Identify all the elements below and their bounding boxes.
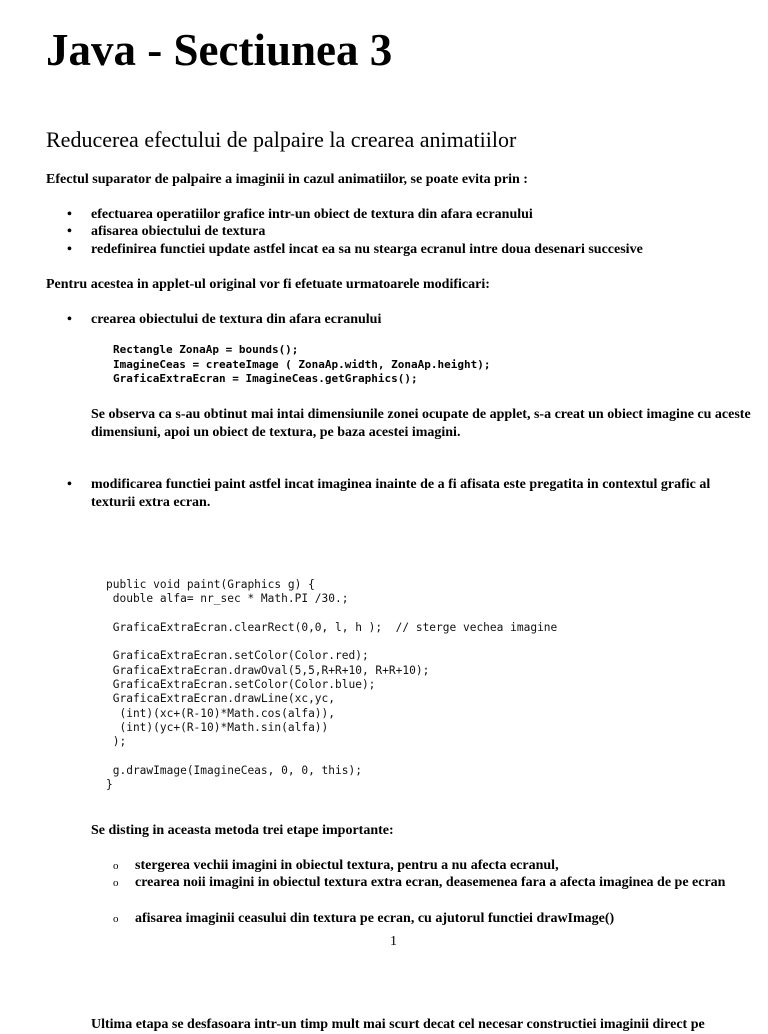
- bullet-icon: •: [67, 207, 72, 222]
- bullet-icon: •: [67, 224, 72, 239]
- code-block-create-texture: Rectangle ZonaAp = bounds(); ImagineCeas = createImage ( ZonaAp.width, ZonaAp.height); GraficaExtraEcran = ImagineCeas.getGraphics();: [113, 343, 491, 385]
- code-block-paint-method: public void paint(Graphics g) { double alfa= nr_sec * Math.PI /30.; GraficaExtraEcran.clearRect(0,0, l, h ); // sterge vechea imagine GraficaExtraEcran.setColor(Color.red); GraficaExtraEcran.drawOval(5,5,R+R+10, R+R+10); GraficaExtraEcran.setColor(Color.blue); GraficaExtraEcran.drawLine(xc,yc, (int)(xc+(R-10)*Math.cos(alfa)), (int)(yc+(R-10)*Math.sin(alfa)) ); g.drawImage(ImagineCeas, 0, 0, this); }: [106, 578, 558, 792]
- bullet-icon: •: [67, 477, 72, 492]
- intro-paragraph: Efectul suparator de palpaire a imaginii in cazul animatiilor, se poate evita prin :: [46, 172, 528, 187]
- changes-intro-paragraph: Pentru acestea in applet-ul original vor fi efetuate urmatoarele modificari:: [46, 277, 490, 292]
- section-heading: Reducerea efectului de palpaire la crearea animatiilor: [46, 127, 517, 152]
- bullet-icon: •: [67, 242, 72, 257]
- bullet-icon: •: [67, 312, 72, 327]
- circle-bullet-icon: o: [113, 877, 119, 889]
- step1-explanation: Se observa ca s-au obtinut mai intai dimensiunile zonei ocupate de applet, s-a creat un obiect imagine cu aceste dimensiuni, apoi un obiect de textura, pe baza acestei imagini.: [91, 407, 751, 440]
- circle-bullet-icon: o: [113, 860, 119, 872]
- page-number: 1: [390, 934, 397, 949]
- step2-label: modificarea functiei paint astfel incat imaginea inainte de a fi afisata este pregatita in contextul grafic al texturii extra ecran.: [91, 477, 711, 510]
- document-page: Java - Sectiunea 3 Reducerea efectului de palpaire la crearea animatiilor Efectul suparator de palpaire a imaginii in cazul animatiilor, se poate evita prin : • efectuarea operatiilor grafice intr-un obiect de textura din afara ecranului • afisarea obiectului de textura • redefinirea functiei update astfel incat ea sa nu stearga ecranul intre doua desenari succesive Pentru acestea in applet-ul original vor fi efetuate urmatoarele modificari: • crearea obiectului de textura din afara ecranului Rectangle ZonaAp = bounds(); ImagineCeas = createImage ( ZonaAp.width, ZonaAp.height); GraficaExtraEcran = ImagineCeas.getGraphics(); Se observa ca s-au obtinut mai intai dimensiunile zonei ocupate de applet, s-a creat un obiect imagine cu aceste dimensiuni, apoi un obiect de textura, pe baza acestei imagini. • modificarea functiei paint astfel incat imaginea inainte de a fi afisata este pregatita in contextul grafic al texturii extra ecran. public void paint(Graphics g) { double alfa= nr_sec * Math.PI /30.; GraficaExtraEcran.clearRect(0,0, l, h ); // sterge vechea imagine GraficaExtraEcran.setColor(Color.red); GraficaExtraEcran.drawOval(5,5,R+R+10, R+R+10); GraficaExtraEcran.setColor(Color.blue); GraficaExtraEcran.drawLine(xc,yc, (int)(xc+(R-10)*Math.cos(alfa)), (int)(yc+(R-10)*Math.sin(alfa)) ); g.drawImage(ImagineCeas, 0, 0, this); } Se disting in aceasta metoda trei etape importante: o stergerea vechii imagini in obiectul textura, pentru a nu afecta ecranul, o crearea noii imagini in obiectul textura extra ecran, deasemenea fara a afecta imaginea de pe ecran o afisarea imaginii ceasului din textura pe ecran, cu ajutorul functiei drawImage() 1 Ultima etapa se desfasoara intr-un timp mult mai scurt decat cel necesar constructiei imaginii direct pe: [0, 0, 768, 1024]
- stages-intro-paragraph: Se disting in aceasta metoda trei etape importante:: [91, 823, 394, 838]
- circle-bullet-icon: o: [113, 913, 119, 925]
- next-page-fragment: Ultima etapa se desfasoara intr-un timp mult mai scurt decat cel necesar constructiei imaginii direct pe: [91, 1017, 705, 1032]
- page-title: Java - Sectiunea 3: [46, 25, 393, 75]
